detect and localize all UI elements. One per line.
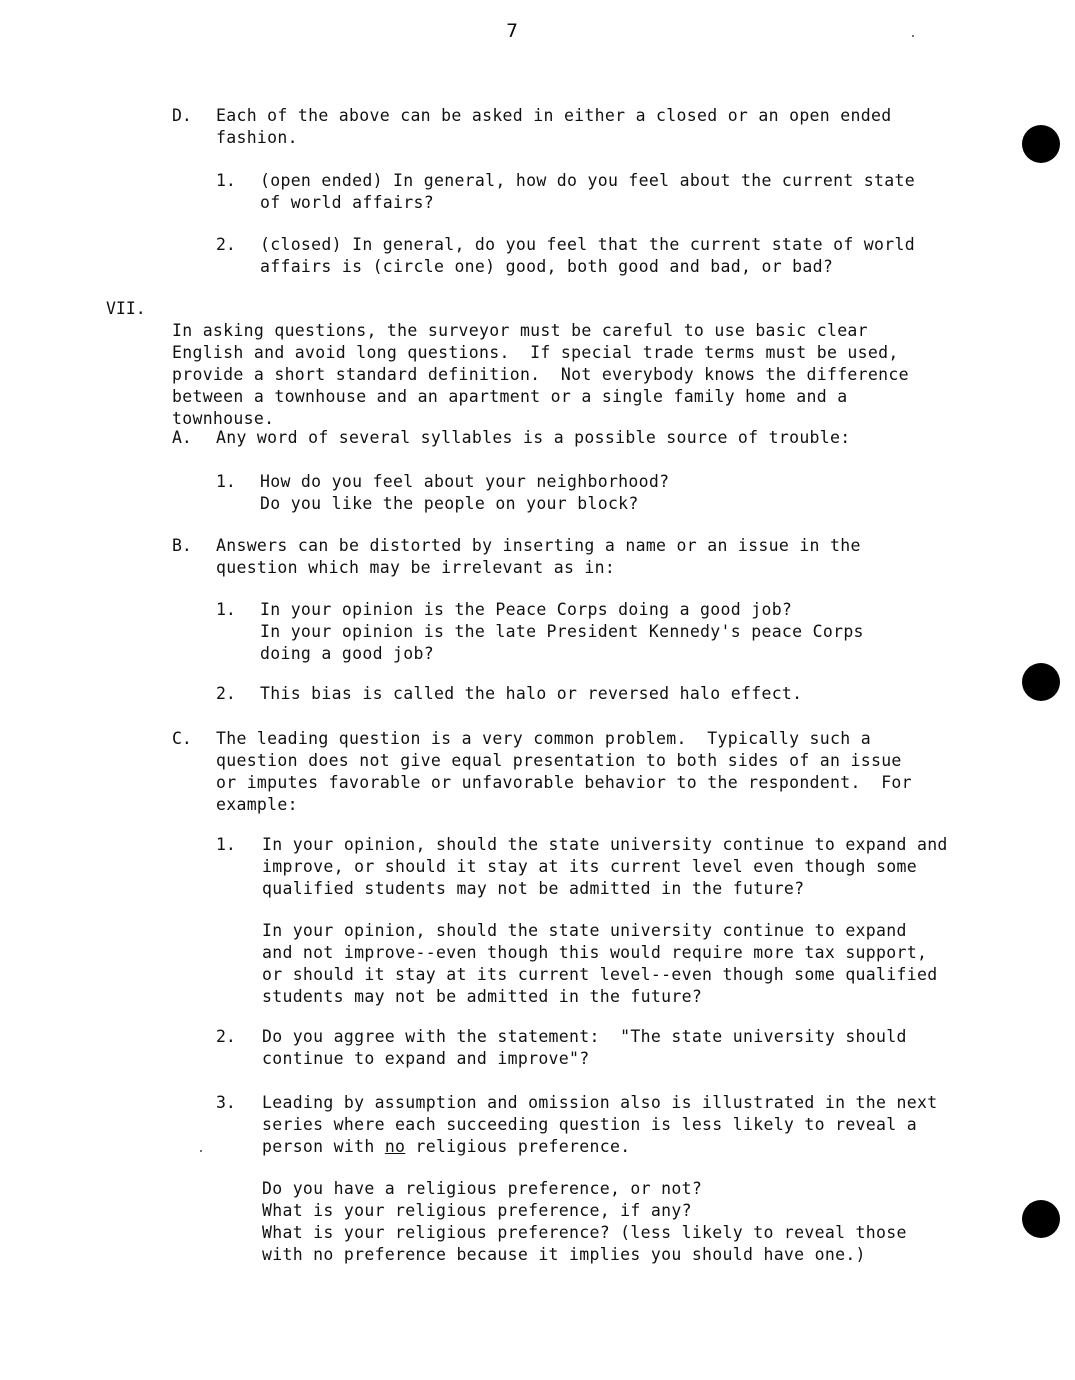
subsection-c-text: The leading question is a very common problem. Typically such a question does not give equal presentation to both sides of an issue or imputes favorable or unfavorable behavior to the respondent. For example: <box>216 729 912 814</box>
punch-hole <box>1022 125 1060 163</box>
subsection-c-item-1-marker: 1. <box>216 835 236 854</box>
punch-hole <box>1022 663 1060 701</box>
section-d-item-1-marker: 1. <box>216 171 236 190</box>
section-d-text: Each of the above can be asked in either a closed or an open ended fashion. <box>216 106 892 147</box>
subsection-c-item-1-continuation: In your opinion, should the state university continue to expand and not improve--even though this would require more tax support, or should it stay at its current level--even though some qualified students may not be admitted in the future? <box>262 921 938 1006</box>
subsection-c-item-1-text: In your opinion, should the state university continue to expand and improve, or should it stay at its current level even though some qualified students may not be admitted in the future? <box>262 835 948 898</box>
subsection-c-item-3-text: Leading by assumption and omission also is illustrated in the next series where each succeeding question is less likely to reveal a person with no religious preference. <box>262 1093 938 1156</box>
section-d-marker: D. <box>172 106 192 125</box>
subsection-c-item-3-continuation: Do you have a religious preference, or not? What is your religious preference, if any? What is your religious preference? (less likely to reveal those with no preference because it implies you should have one.) <box>262 1179 907 1264</box>
subsection-a-item-1-marker: 1. <box>216 472 236 491</box>
subsection-b-item-1-marker: 1. <box>216 600 236 619</box>
subsection-a-item-1-text: How do you feel about your neighborhood? Do you like the people on your block? <box>260 472 670 513</box>
page-number: 7 <box>506 20 519 42</box>
stray-mark <box>912 35 914 37</box>
subsection-c-item-2-text: Do you aggree with the statement: "The state university should continue to expand and improve"? <box>262 1027 907 1068</box>
section-d-item-2-marker: 2. <box>216 235 236 254</box>
subsection-c-item-2-marker: 2. <box>216 1027 236 1046</box>
section-d-item-1-text: (open ended) In general, how do you feel about the current state of world affairs? <box>260 171 915 212</box>
subsection-c-marker: C. <box>172 729 192 748</box>
subsection-b-item-2-marker: 2. <box>216 684 236 703</box>
punch-hole <box>1022 1200 1060 1238</box>
subsection-a-text: Any word of several syllables is a possible source of trouble: <box>216 428 851 447</box>
subsection-a-marker: A. <box>172 428 192 447</box>
section-d-item-2-text: (closed) In general, do you feel that the current state of world affairs is (circle one) good, both good and bad, or bad? <box>260 235 915 276</box>
subsection-b-item-2-text: This bias is called the halo or reversed halo effect. <box>260 684 803 703</box>
stray-mark <box>200 1150 202 1152</box>
subsection-b-text: Answers can be distorted by inserting a name or an issue in the question which may be irrelevant as in: <box>216 536 861 577</box>
subsection-c-item-3-marker: 3. <box>216 1093 236 1112</box>
underlined-word: no <box>384 1137 406 1156</box>
subsection-b-marker: B. <box>172 536 192 555</box>
section-vii-marker: VII. <box>106 299 146 318</box>
section-vii-text: In asking questions, the surveyor must be careful to use basic clear English and avoid long questions. If special trade terms must be used, provide a short standard definition. Not everybody knows the difference between a townhouse and an apartment or a single family home and a townhouse. <box>172 321 909 428</box>
subsection-b-item-1-text: In your opinion is the Peace Corps doing a good job? In your opinion is the late President Kennedy's peace Corps doing a good job? <box>260 600 864 663</box>
